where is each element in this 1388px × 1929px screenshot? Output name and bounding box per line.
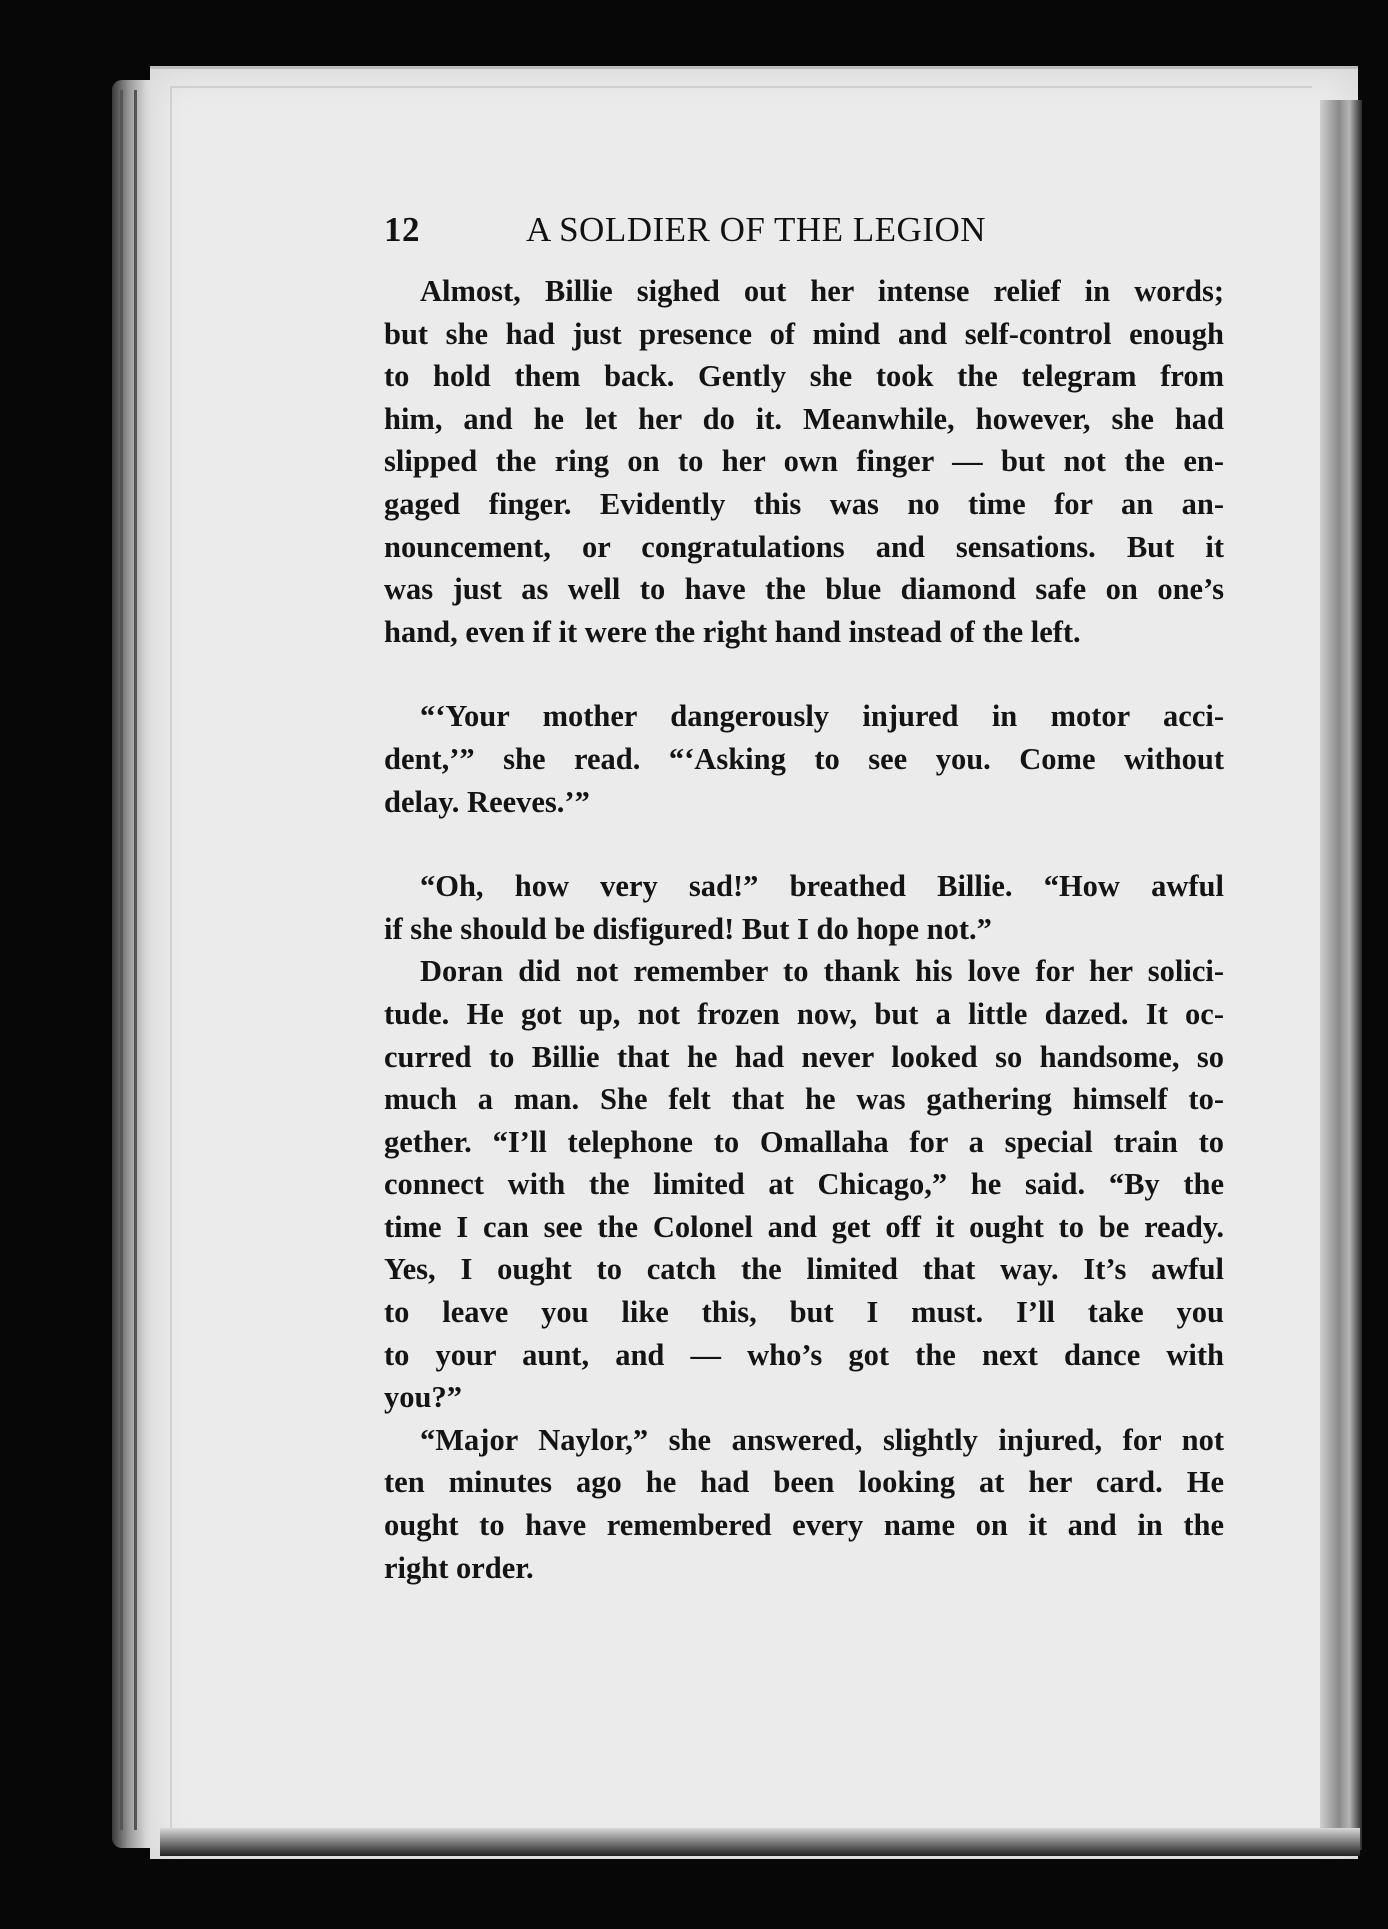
paragraph [384, 865, 1224, 950]
page-bottom-shadow [160, 1828, 1360, 1856]
text-line: Almost, Billie sighed out her intense relief in words; [420, 274, 1224, 308]
binding-edge-line [120, 90, 123, 1830]
text-line: gether. “I’ll telephone to Omallaha for a special train to [384, 1124, 1224, 1159]
body-text [384, 270, 1224, 1589]
text-line: “Oh, how very sad!” breathed Billie. “How awful [420, 869, 1224, 904]
text-line: time I can see the Colonel and get off it ought to be ready. [384, 1209, 1224, 1244]
page-number: 12 [384, 210, 420, 249]
paragraph [384, 270, 1224, 653]
text-line: ought to have remembered every name on it and in the [384, 1508, 1224, 1543]
text-line: to your aunt, and — who’s got the next dance with [384, 1337, 1224, 1372]
text-line: right order. [384, 1550, 534, 1585]
text-line: to hold them back. Gently she took the telegram from [384, 359, 1224, 394]
running-head [384, 210, 1224, 266]
text-line: was just as well to have the blue diamond safe on one’s [384, 572, 1224, 607]
paragraph [384, 950, 1224, 1419]
text-line: tude. He got up, not frozen now, but a little dazed. It oc- [384, 996, 1224, 1031]
text-line: delay. Reeves.’” [384, 784, 590, 819]
text-line: curred to Billie that he had never looked so handsome, so [384, 1039, 1224, 1074]
text-line: dent,’” she read. “‘Asking to see you. Come without [384, 741, 1224, 776]
paragraph [384, 1419, 1224, 1589]
text-line: but she had just presence of mind and self-control enough [384, 316, 1224, 351]
binding-edge-line [134, 90, 137, 1830]
text-line: much a man. She felt that he was gathering himself to- [384, 1082, 1224, 1117]
text-line: “Major Naylor,” she answered, slightly injured, for not [420, 1422, 1224, 1457]
text-line: him, and he let her do it. Meanwhile, however, she had [384, 401, 1224, 436]
text-line: “‘Your mother dangerously injured in motor acci- [420, 699, 1224, 734]
text-line: Doran did not remember to thank his love for her solici- [420, 954, 1224, 989]
text-line: Yes, I ought to catch the limited that way. It’s awful [384, 1252, 1224, 1287]
page-edge-stack [1320, 100, 1362, 1850]
text-line: gaged finger. Evidently this was no time for an an- [384, 486, 1224, 521]
text-line: nouncement, or congratulations and sensations. But it [384, 529, 1224, 564]
running-title: A SOLDIER OF THE LEGION [526, 210, 987, 249]
paragraph [384, 695, 1224, 823]
text-line: if she should be disfigured! But I do hope not.” [384, 911, 992, 946]
text-line: hand, even if it were the right hand instead of the left. [384, 614, 1081, 649]
text-line: you?” [384, 1380, 462, 1415]
text-line: slipped the ring on to her own finger — but not the en- [384, 444, 1224, 479]
text-line: ten minutes ago he had been looking at her card. He [384, 1465, 1224, 1500]
text-line: connect with the limited at Chicago,” he said. “By the [384, 1167, 1224, 1202]
text-line: to leave you like this, but I must. I’ll take you [384, 1295, 1224, 1330]
